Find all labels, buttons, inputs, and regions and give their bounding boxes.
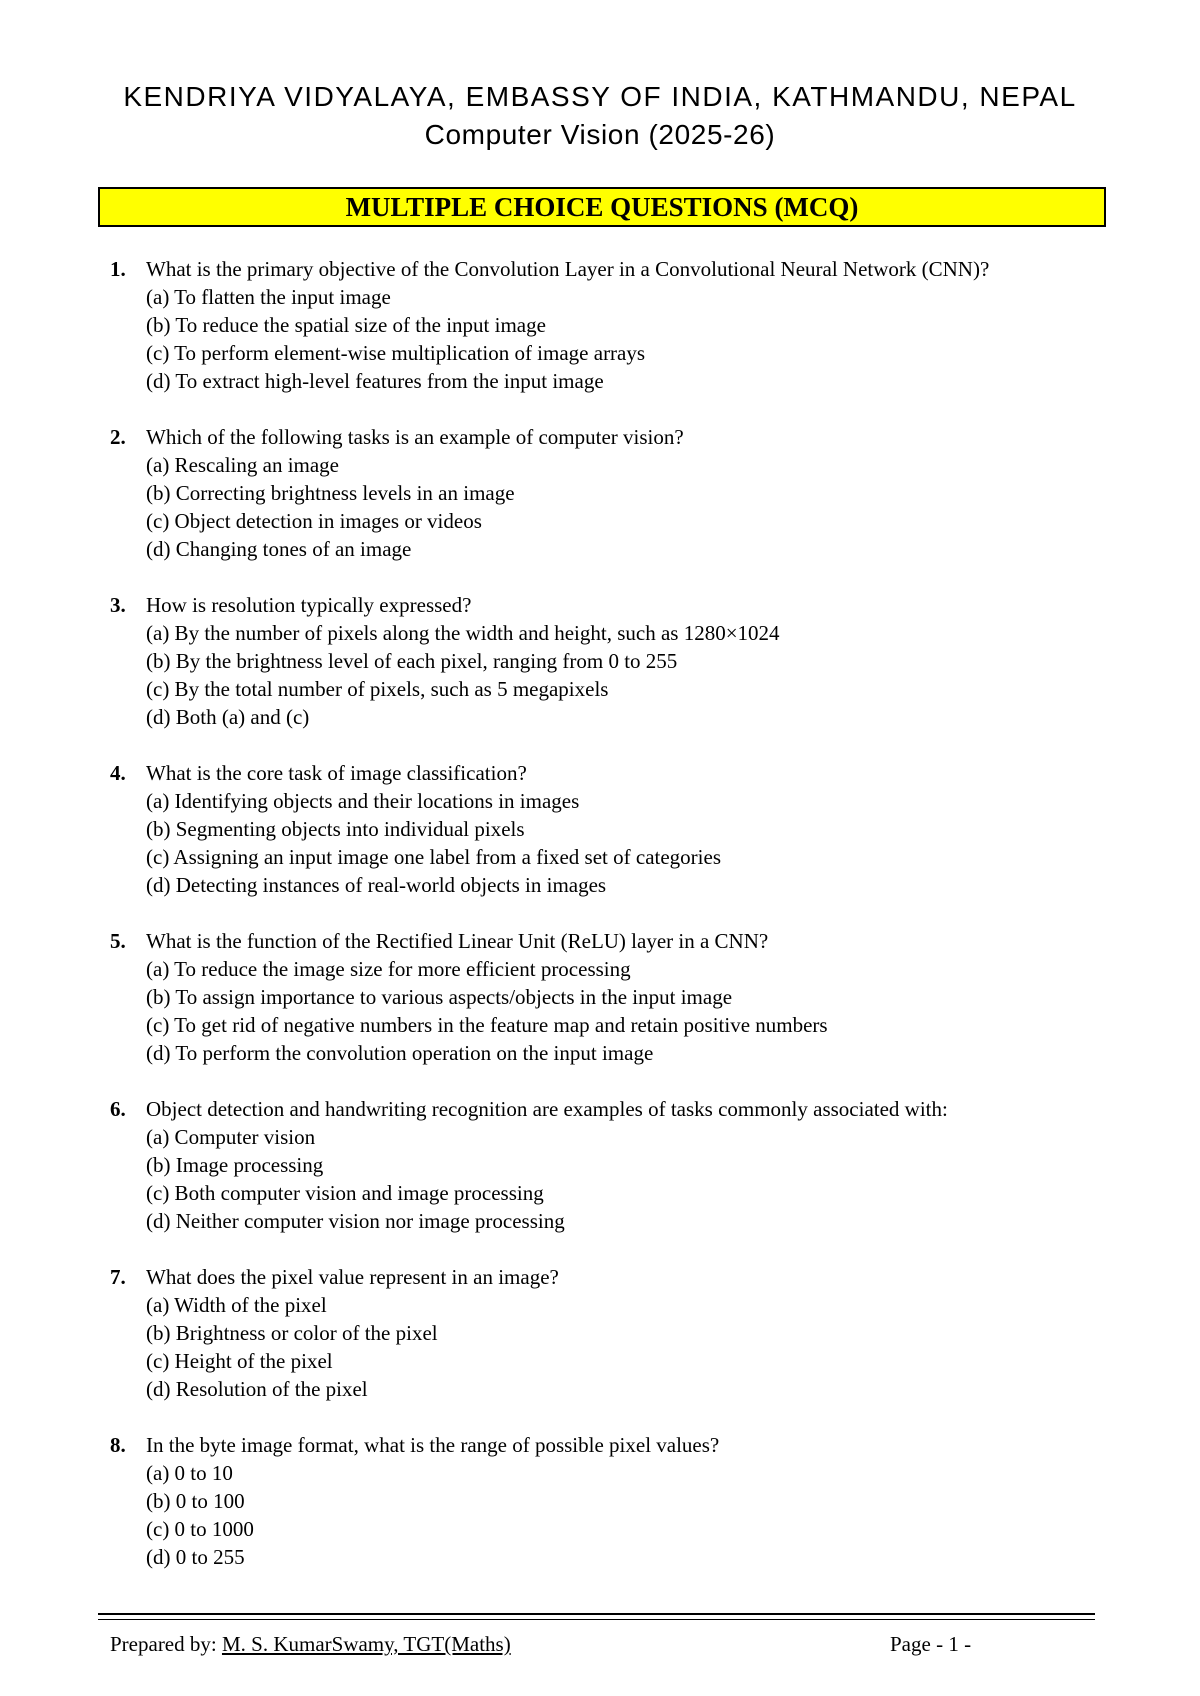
option-c: (c) Object detection in images or videos (146, 509, 482, 533)
footer-divider-thin (98, 1619, 1095, 1620)
option-b: (b) 0 to 100 (146, 1489, 245, 1513)
option-b: (b) Brightness or color of the pixel (146, 1321, 438, 1345)
option-d: (d) Both (a) and (c) (146, 705, 310, 729)
question-7 (110, 1263, 1120, 1403)
option-c: (c) 0 to 1000 (146, 1517, 254, 1541)
option-a: (a) Identifying objects and their locations in images (146, 789, 580, 813)
option-b: (b) By the brightness level of each pixel, ranging from 0 to 255 (146, 649, 678, 673)
question-number: 4. (110, 761, 126, 785)
option-c: (c) By the total number of pixels, such as 5 megapixels (146, 677, 609, 701)
option-a: (a) 0 to 10 (146, 1461, 233, 1485)
footer-divider (98, 1613, 1095, 1615)
question-number: 6. (110, 1097, 126, 1121)
option-b: (b) Segmenting objects into individual pixels (146, 817, 525, 841)
question-text: Object detection and handwriting recognition are examples of tasks commonly associated with: (146, 1097, 948, 1121)
option-a: (a) Width of the pixel (146, 1293, 327, 1317)
question-number: 2. (110, 425, 126, 449)
option-c: (c) Height of the pixel (146, 1349, 333, 1373)
question-5 (110, 927, 1120, 1067)
question-2 (110, 423, 1120, 563)
option-a: (a) To reduce the image size for more efficient processing (146, 957, 631, 981)
option-a: (a) Rescaling an image (146, 453, 339, 477)
option-b: (b) To reduce the spatial size of the input image (146, 313, 546, 337)
option-c: (c) Assigning an input image one label from a fixed set of categories (146, 845, 721, 869)
option-a: (a) To flatten the input image (146, 285, 391, 309)
question-3 (110, 591, 1120, 731)
option-a: (a) By the number of pixels along the width and height, such as 1280×1024 (146, 621, 780, 645)
option-b: (b) Image processing (146, 1153, 324, 1177)
question-6 (110, 1095, 1120, 1235)
option-c: (c) To get rid of negative numbers in the feature map and retain positive numbers (146, 1013, 828, 1037)
option-d: (d) To extract high-level features from the input image (146, 369, 604, 393)
footer-credit (110, 1630, 511, 1658)
option-b: (b) Correcting brightness levels in an image (146, 481, 515, 505)
question-number: 1. (110, 257, 126, 281)
option-d: (d) Neither computer vision nor image processing (146, 1209, 565, 1233)
prepared-by-label: Prepared by: (110, 1632, 217, 1656)
question-list (110, 255, 1120, 1599)
page-number: Page - 1 - (890, 1632, 972, 1656)
option-d: (d) To perform the convolution operation on the input image (146, 1041, 654, 1065)
question-number: 7. (110, 1265, 126, 1289)
option-c: (c) Both computer vision and image processing (146, 1181, 544, 1205)
option-c: (c) To perform element-wise multiplication of image arrays (146, 341, 646, 365)
option-d: (d) Resolution of the pixel (146, 1377, 368, 1401)
option-b: (b) To assign importance to various aspects/objects in the input image (146, 985, 733, 1009)
option-d: (d) Changing tones of an image (146, 537, 412, 561)
option-d: (d) Detecting instances of real-world objects in images (146, 873, 607, 897)
school-name: KENDRIYA VIDYALAYA, EMBASSY OF INDIA, KATHMANDU, NEPAL (123, 81, 1077, 112)
question-number: 8. (110, 1433, 126, 1457)
option-d: (d) 0 to 255 (146, 1545, 245, 1569)
question-text: In the byte image format, what is the range of possible pixel values? (146, 1433, 720, 1457)
question-number: 5. (110, 929, 126, 953)
question-text: What is the core task of image classification? (146, 761, 527, 785)
option-a: (a) Computer vision (146, 1125, 316, 1149)
question-text: Which of the following tasks is an example of computer vision? (146, 425, 684, 449)
document-subtitle: Computer Vision (2025-26) (424, 119, 776, 150)
question-text: What is the primary objective of the Convolution Layer in a Convolutional Neural Network (CNN)? (146, 257, 990, 281)
section-title-banner: MULTIPLE CHOICE QUESTIONS (MCQ) (98, 187, 1106, 227)
question-8 (110, 1431, 1120, 1571)
question-1 (110, 255, 1120, 395)
question-text: What is the function of the Rectified Linear Unit (ReLU) layer in a CNN? (146, 929, 769, 953)
question-4 (110, 759, 1120, 899)
question-text: How is resolution typically expressed? (146, 593, 472, 617)
author-name: M. S. KumarSwamy, TGT(Maths) (221, 1632, 511, 1656)
question-text: What does the pixel value represent in an image? (146, 1265, 559, 1289)
question-number: 3. (110, 593, 126, 617)
